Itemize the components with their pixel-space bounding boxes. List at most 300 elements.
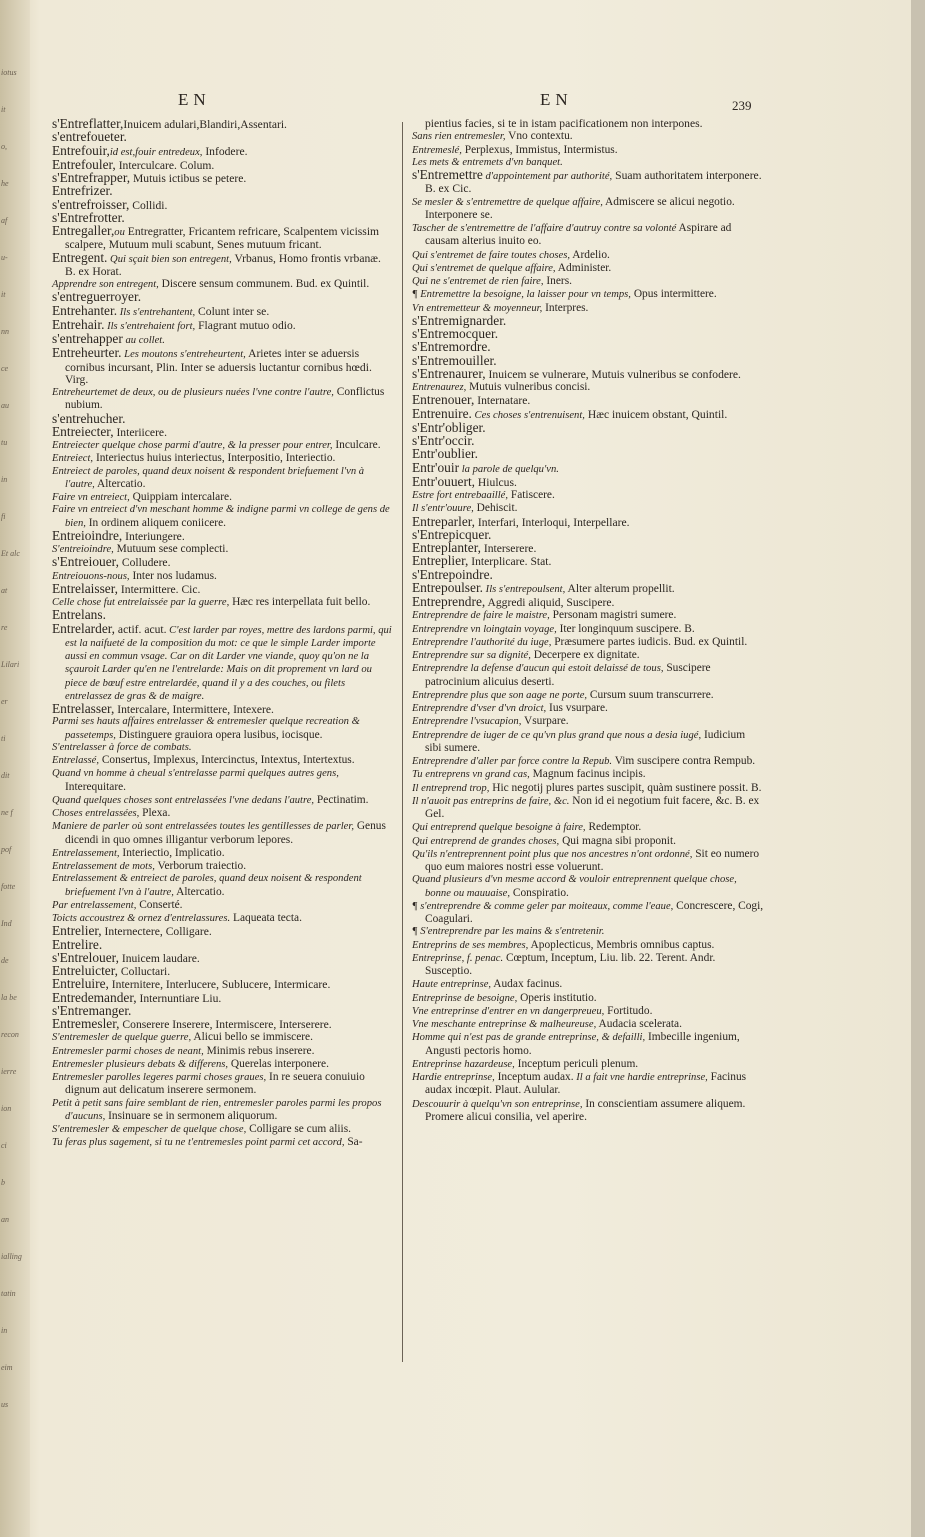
dictionary-entry [412, 473, 764, 489]
french-phrase: Entreprendre de faire le maistre, [412, 610, 550, 622]
french-phrase: Homme qui n'est pas de grande entreprinse, & defailli, [412, 1032, 646, 1044]
dictionary-entry [412, 288, 764, 301]
latin-gloss: In ordinem aliquem coniicere. [85, 516, 227, 529]
latin-gloss: Iudicium sibi sumere. [425, 728, 746, 754]
french-phrase: Ils s'entrepoulsent, [483, 583, 566, 595]
latin-gloss: Admiscere se alicui negotio. Interponere se. [425, 195, 735, 221]
french-phrase: Entrenaurez, [412, 382, 467, 393]
latin-gloss: Operis institutio. [517, 991, 597, 1004]
french-phrase: Entreprins de ses membres, [412, 939, 529, 951]
latin-gloss: Iners. [543, 275, 572, 287]
french-phrase: Entreprendre d'aller par force contre la Repub. [412, 756, 613, 767]
dictionary-entry [412, 1071, 764, 1098]
latin-gloss: Verborum traiectio. [154, 860, 247, 872]
headword: Entr'ouir [412, 459, 460, 475]
headword: Entrelarder, [52, 620, 116, 636]
french-phrase: Il a fait vne hardie entreprinse, [573, 1072, 708, 1083]
dictionary-entry [412, 715, 764, 728]
french-phrase: id est,fouir entredeux, [109, 146, 203, 158]
prev-page-fragment: re [1, 623, 8, 632]
french-phrase: Apprendre son entregent, [52, 279, 159, 290]
french-phrase: Entreprendre la defense d'aucun qui estoit delaissé de tous, [412, 663, 664, 675]
dictionary-entry [52, 1071, 392, 1098]
french-phrase: Petit à petit sans faire semblant de rien, entremesler paroles parmi les propos d'aucuns, [52, 1097, 382, 1122]
headword: Entrelans. [52, 607, 106, 623]
dictionary-entry [52, 580, 392, 596]
dictionary-entry [412, 1018, 764, 1031]
prev-page-fragment: ce [1, 364, 9, 373]
latin-gloss: Dehiscit. [473, 502, 518, 515]
headword: Entreprendre, [412, 594, 486, 609]
latin-gloss: Vsurpare. [521, 715, 569, 728]
headword: s'Entreflatter, [52, 116, 124, 131]
running-header-right: EN [540, 90, 573, 109]
latin-gloss: Querelas interponere. [228, 1057, 329, 1070]
headword: s'Entrepoindre. [412, 566, 493, 582]
headword: Entrenuire. [412, 405, 472, 421]
french-phrase: Quand quelques choses sont entrelassées l'vne dedans l'autre, [52, 794, 315, 806]
dictionary-entry [52, 716, 392, 742]
latin-gloss: Altercatio. [94, 477, 146, 490]
latin-gloss: Iter longinquum suscipere. B. [556, 622, 695, 635]
dictionary-entry [52, 347, 392, 386]
french-phrase: Entreprinse, f. penac. [412, 952, 504, 964]
french-phrase: Qui s'entremet de quelque affaire, [412, 262, 556, 274]
latin-gloss: Magnum facinus incipis. [529, 768, 646, 781]
latin-gloss: Consertus, Implexus, Intercinctus, Intextus, Intertextus. [98, 754, 355, 766]
dictionary-entry [412, 144, 764, 157]
french-phrase: Vne meschante entreprinse & malheureuse, [412, 1019, 597, 1030]
dictionary-entry [52, 807, 392, 820]
dictionary-entry [412, 689, 764, 702]
french-phrase: Qui entreprend de grandes choses, [412, 835, 560, 847]
headword: Entregaller, [52, 223, 115, 238]
prev-page-fragment: Lilari [1, 660, 20, 669]
latin-gloss: Mutuis vulneribus concisi. [466, 381, 591, 393]
latin-gloss: Decerpere ex dignitate. [530, 649, 640, 661]
dictionary-entry [412, 623, 764, 636]
latin-gloss: Aspirare ad causam alterius inuito eo. [425, 222, 732, 248]
french-phrase: Entrelassement de mots, [52, 861, 155, 872]
french-phrase: Ces choses s'entrenuisent, [471, 409, 585, 421]
latin-gloss: Conspiratio. [510, 886, 569, 899]
french-phrase: Faire vn entreiect, [52, 492, 130, 503]
latin-gloss: Vno contextu. [505, 130, 573, 143]
dictionary-entry [52, 620, 392, 704]
latin-gloss: Qui magna sibi proponit. [559, 834, 676, 847]
headword: s'Entrenaurer, [412, 365, 486, 381]
prev-page-fragment: ci [1, 1141, 7, 1150]
dictionary-entry [52, 820, 392, 847]
latin-gloss: Interfari, Interloqui, Interpellare. [475, 515, 630, 529]
prev-page-fragment: an [1, 1215, 9, 1224]
latin-gloss: Audax facinus. [491, 978, 563, 991]
latin-gloss: Suscipere patrocinium alicuius deserti. [425, 662, 711, 688]
french-phrase: Entreprendre vn loingtain voyage, [412, 623, 557, 635]
french-phrase: Entreprendre d'vser d'vn droict, [412, 703, 547, 714]
latin-gloss: Imbecille ingenium, Angusti pectoris homo. [425, 1031, 740, 1057]
latin-gloss: Sit eo numero quo eum maiores nostri esse voluerunt. [425, 847, 760, 873]
dictionary-entry [412, 130, 764, 143]
latin-gloss: Altercatio. [173, 885, 225, 898]
prev-page-fragment: ti [1, 734, 6, 743]
dictionary-entry [412, 636, 764, 649]
french-phrase: ¶ Entremettre la besoigne, la laisser pour vn temps, [412, 289, 631, 301]
latin-gloss: Interserere. [481, 542, 537, 555]
latin-gloss: Cursum suum transcurrere. [587, 688, 714, 701]
headword: Entrefrizer. [52, 183, 113, 199]
dictionary-entry [412, 835, 764, 848]
french-phrase: d'appointement par authorité, [482, 171, 613, 182]
prev-page-fragment: au [1, 401, 9, 410]
latin-gloss: Redemptor. [585, 821, 642, 834]
headword: s'entrefoueter. [52, 129, 127, 145]
dictionary-entry [52, 912, 392, 925]
headword: s'entreguerroyer. [52, 289, 142, 305]
dictionary-entry [52, 925, 392, 938]
french-phrase: Maniere de parler où sont entrelassées toutes les gentillesses de parler, [52, 821, 354, 833]
headword: s'Entr'obliger. [412, 419, 486, 435]
latin-gloss: Ardelio. [570, 248, 610, 261]
latin-gloss: Insinuare se in sermonem aliquorum. [105, 1109, 278, 1122]
latin-gloss: Interplicare. Stat. [468, 555, 552, 569]
french-phrase: Entremesler parmi choses de neant, [52, 1045, 204, 1057]
latin-gloss: Quippiam intercalare. [129, 491, 232, 503]
running-header-left: EN [178, 90, 211, 109]
french-phrase: Ils s'entrehantent, [117, 306, 196, 318]
headword: Entrenouer, [412, 392, 475, 408]
dictionary-entry [52, 1031, 392, 1044]
headword: s'Entremignarder. [412, 312, 507, 328]
dictionary-entry [52, 1018, 392, 1031]
headword: Entrefouir, [52, 142, 110, 158]
latin-gloss: Inuicem adulari,Blandiri,Assentari. [123, 118, 287, 131]
french-phrase: Se mesler & s'entremettre de quelque affaire, [412, 196, 603, 208]
dictionary-entry [412, 118, 764, 130]
latin-gloss: Ius vsurpare. [546, 702, 608, 714]
french-phrase: S'entremesler de quelque guerre, [52, 1032, 192, 1044]
prev-page-fragment: recon [1, 1030, 19, 1039]
french-phrase: Sans rien entremesler, [412, 131, 506, 143]
french-phrase: Vne entreprinse d'entrer en vn dangerpreueu, [412, 1005, 605, 1017]
french-phrase: Entremesler plusieurs debats & differens, [52, 1058, 229, 1070]
latin-gloss: Apoplecticus, Membris omnibus captus. [528, 938, 715, 951]
headword: s'Entrelouer, [52, 949, 119, 965]
latin-gloss: Interiectio, Implicatio. [119, 846, 225, 859]
latin-gloss: Inuicem se vulnerare, Mutuis vulneribus se confodere. [485, 367, 741, 381]
latin-gloss: Interiungere. [122, 529, 185, 543]
latin-gloss: Alicui bello se immiscere. [191, 1031, 313, 1044]
latin-gloss: Inter nos ludamus. [129, 569, 217, 582]
dictionary-entry [52, 873, 392, 899]
headword: Entreioindre, [52, 527, 123, 543]
latin-gloss: Arietes inter se aduersis cornibus incursant, Plin. Inter se aduersis luctantur cornibus hœdi. Virg. [65, 347, 372, 386]
latin-gloss: Minimis rebus inserere. [203, 1044, 315, 1057]
french-phrase: Qu'ils n'entreprennent point plus que nos ancestres n'ont ordonné, [412, 848, 693, 860]
latin-gloss: Laqueata tecta. [230, 912, 302, 924]
dictionary-entry [412, 978, 764, 991]
dictionary-entry [412, 1005, 764, 1018]
prev-page-fragment: ion [1, 1104, 12, 1113]
french-phrase: Entremeslé, [412, 144, 462, 156]
prev-page-fragment: dit [1, 771, 10, 780]
dictionary-entry [412, 782, 764, 795]
dictionary-entry [52, 386, 392, 413]
french-phrase: Entreiect de paroles, quand deux noisent & respondent briefuement l'vn à l'autre, [52, 465, 365, 490]
latin-gloss: Internectere, Colligare. [101, 925, 212, 939]
prev-page-fragment: er [1, 697, 8, 706]
dictionary-entry [412, 489, 764, 502]
french-phrase: Entreheurtemet de deux, ou de plusieurs nuées l'vne contre l'autre, [52, 387, 334, 398]
french-phrase: Par entrelassement, [52, 899, 137, 911]
prev-page-fragment: la be [1, 993, 17, 1002]
page-number: 239 [732, 98, 752, 113]
french-phrase: Parmi ses hauts affaires entrelasser & entremesler quelque recreation & passetemps, [52, 716, 360, 741]
latin-gloss: Hæc res interpellata fuit bello. [229, 596, 371, 608]
prev-page-fragment: ierre [1, 1067, 17, 1076]
french-phrase: Quand vn homme à cheual s'entrelasse parmi quelques autres gens, [52, 768, 339, 780]
dictionary-entry [412, 1031, 764, 1058]
latin-gloss: Intercalare, Intermittere, Intexere. [114, 703, 274, 716]
dictionary-entry [52, 1045, 392, 1058]
headword: s'entrehapper [52, 331, 123, 346]
french-phrase: Entreprendre sur sa dignité, [412, 650, 531, 661]
prev-page-fragment: he [1, 179, 9, 188]
prev-page-fragment: b [1, 1178, 5, 1187]
latin-gloss: Hic negotij plures partes suscipit, quàm sustinere possit. B. [489, 781, 762, 794]
french-phrase: Il entreprend trop, [412, 782, 490, 794]
latin-gloss: Sa- [344, 1136, 363, 1149]
dictionary-entry [52, 452, 392, 465]
latin-gloss: Pectinatim. [314, 793, 369, 806]
latin-gloss: Interiectus huius interiectus, Interpositio, Interiectio. [93, 452, 336, 465]
latin-gloss: actif. acut. [115, 622, 167, 636]
prev-page-fragment: in [1, 475, 8, 484]
headword: s'Entremettre [412, 167, 483, 182]
headword: Entrelaisser, [52, 580, 119, 596]
latin-gloss: Fatiscere. [508, 489, 555, 501]
headword: s'Entremouiller. [412, 352, 497, 368]
french-phrase: Entreprendre de iuger de ce qu'vn plus grand que nous a desia iugé, [412, 729, 702, 741]
dictionary-entry [412, 448, 764, 461]
latin-gloss: Interculcare. Colum. [115, 158, 215, 172]
headword: Entreluire, [52, 976, 109, 992]
french-phrase: Qui ne s'entremet de rien faire, [412, 276, 544, 287]
prev-page-fragment: tu [1, 438, 8, 447]
headword: Entrehanter. [52, 302, 118, 318]
headword: s'entrehucher. [52, 410, 126, 426]
headword: s'Entremordre. [412, 339, 491, 355]
headword: Entregent. [52, 249, 108, 265]
dictionary-entry [412, 952, 764, 979]
dictionary-entry [412, 755, 764, 768]
dictionary-entry [412, 926, 764, 938]
dictionary-entry [412, 275, 764, 288]
dictionary-entry [52, 1058, 392, 1071]
latin-gloss: In conscientiam assumere aliquem. Promere alicui consilia, vel aperire. [425, 1097, 746, 1123]
latin-gloss: Inuicem laudare. [118, 951, 200, 965]
prev-page-fragment: af [1, 216, 8, 225]
latin-gloss: Audacia scelerata. [596, 1018, 682, 1030]
dictionary-entry [52, 742, 392, 754]
prev-page-fragment: tatin [1, 1289, 16, 1298]
headword: Entrelier, [52, 923, 102, 939]
latin-gloss: Flagrant mutuo odio. [195, 318, 296, 332]
dictionary-entry [412, 821, 764, 834]
latin-gloss: Colunt inter se. [195, 304, 270, 318]
latin-gloss: Concrescere, Cogi, Coagulari. [425, 899, 764, 925]
french-phrase: Entreiouons-nous, [52, 570, 130, 582]
dictionary-entry [412, 365, 764, 381]
dictionary-entry [52, 504, 392, 530]
page-edge-shadow [911, 0, 925, 1537]
prev-page-fragment: pof [1, 845, 12, 854]
french-phrase: S'entrelasser à force de combats. [52, 741, 192, 753]
headword: Entrehair. [52, 316, 105, 332]
headword: Entr'oublier. [412, 446, 479, 462]
latin-gloss: Non id ei negotium fuit facere, &c. B. ex Gel. [425, 794, 760, 820]
french-phrase: Ils s'entrehaient fort, [104, 320, 196, 332]
latin-gloss: Facinus audax incœpit. Plaut. Aulular. [425, 1071, 747, 1097]
latin-gloss: Mutuis ictibus se petere. [130, 172, 247, 185]
french-phrase: C'est larder par royes, mettre des lardons parmi, qui est la naifueté de la composition du mot: ce que le simple Larder importe aussi en commun vsage. Car on dit Larder vne viande, quoy qu'on ne la sçauroit Larder qu'en ne l'entrelarde: Mais on dit proprement vn lard ou piece de bœuf estre entrelardée, quand il y a des couches, ou filets entrelassez de gras & de maigre. [65, 624, 392, 702]
left-column [52, 118, 392, 1150]
latin-gloss: Præsumere partes iudicis. Bud. ex Quintil. [551, 635, 748, 648]
dictionary-entry [52, 794, 392, 807]
headword: Entreplanter, [412, 540, 481, 555]
french-phrase: Entremesler parolles legeres parmi choses graues, [52, 1072, 267, 1083]
previous-page-fragments [0, 60, 30, 1460]
headword: s'Entrefrapper, [52, 170, 131, 185]
latin-gloss: Distinguere grauiora opera lusibus, iocisque. [115, 728, 323, 741]
headword: Entremesler, [52, 1016, 120, 1031]
french-phrase: Entreprendre l'vsucapion, [412, 716, 522, 728]
latin-gloss: Intermittere. Cic. [118, 582, 201, 596]
latin-gloss: Cœptum, Inceptum, Liu. lib. 22. Terent. Andr. Susceptio. [425, 951, 716, 977]
dictionary-entry [52, 439, 392, 452]
french-phrase: Quand plusieurs d'vn mesme accord & vouloir entreprennent quelque chose, bonne ou mauuaise, [412, 874, 737, 899]
prev-page-fragment: iotus [1, 68, 17, 77]
latin-gloss: Inculcare. [332, 439, 381, 451]
latin-gloss: Interiicere. [113, 425, 167, 439]
latin-gloss: Conserere Inserere, Intermiscere, Interserere. [119, 1018, 332, 1031]
dictionary-entry [412, 169, 764, 196]
dictionary-entry [412, 900, 764, 927]
dictionary-entry [52, 860, 392, 873]
latin-gloss: Colligare se cum aliis. [246, 1123, 351, 1135]
dictionary-entry [412, 874, 764, 900]
french-phrase: Entreprinse de besoigne, [412, 992, 518, 1004]
dictionary-entry [412, 222, 764, 249]
continued-gloss: pientius facies, si te in istam pacificationem non interpones. [425, 117, 703, 130]
latin-gloss: Fortitudo. [604, 1004, 653, 1017]
dictionary-entry [52, 1136, 392, 1149]
headword: Entrepoulser. [412, 579, 484, 595]
latin-gloss: Suam authoritatem interponere. B. ex Cic. [425, 169, 762, 196]
dictionary-entry [412, 609, 764, 622]
prev-page-fragment: eim [1, 1363, 13, 1372]
dictionary-entry [412, 1058, 764, 1071]
dictionary-entry [52, 225, 392, 252]
french-phrase: Qui s'entremet de faire toutes choses, [412, 249, 571, 261]
prev-page-fragment: fotte [1, 882, 16, 891]
french-phrase: Entreprendre plus que son aage ne porte, [412, 689, 588, 701]
dictionary-entry [412, 848, 764, 875]
headword: s'Entrepicquer. [412, 526, 492, 542]
headword: Entr'ouuert, [412, 473, 476, 489]
french-phrase: S'entremesler & empescher de quelque chose, [52, 1124, 247, 1135]
latin-gloss: Inceptum audax. [494, 1071, 574, 1083]
prev-page-fragment: us [1, 1400, 9, 1409]
dictionary-entry [412, 1098, 764, 1125]
dictionary-entry [412, 196, 764, 223]
dictionary-entry [52, 527, 392, 543]
dictionary-entry [412, 768, 764, 781]
french-phrase: Choses entrelassées, [52, 808, 140, 819]
latin-gloss: Hæc inuicem obstant, Quintil. [584, 407, 728, 421]
french-phrase: Qui entreprend quelque besoigne à faire, [412, 822, 586, 834]
prev-page-fragment: ialling [1, 1252, 22, 1261]
prev-page-fragment: u- [1, 253, 8, 262]
prev-page-fragment: ne f [1, 808, 13, 817]
french-phrase: Tascher de s'entremettre de l'affaire d'autruy contre sa volonté [412, 223, 677, 234]
french-phrase: Les moutons s'entreheurtent, [121, 349, 246, 361]
french-phrase: Celle chose fut entrelaissée par la guerre, [52, 597, 230, 608]
dictionary-entry [52, 491, 392, 504]
latin-gloss: Opus intermittere. [630, 288, 717, 301]
french-phrase: Entrelassement & entreiect de paroles, quand deux noisent & respondent briefuement l'vn à l'autre, [52, 873, 362, 898]
dictionary-entry [412, 795, 764, 822]
prev-page-fragment: it [1, 105, 6, 114]
headword: Entrelasser, [52, 701, 115, 716]
headword: Entreplier, [412, 553, 469, 569]
french-phrase: Faire vn entreiect d'vn meschant homme & indigne parmi vn college de gens de bien, [52, 504, 390, 529]
dictionary-entry [412, 649, 764, 662]
french-phrase: ¶ s'entreprendre & comme geler par moiteaux, comme l'eaue, [412, 900, 674, 912]
dictionary-entry [412, 729, 764, 756]
french-phrase: Haute entreprinse, [412, 979, 492, 991]
prev-page-fragment: nn [1, 327, 9, 336]
dictionary-entry [52, 847, 392, 860]
french-phrase: Toicts accoustrez & ornez d'entrelassures. [52, 913, 231, 924]
headword: s'Entremocquer. [412, 326, 499, 341]
french-phrase: Il s'entr'ouure, [412, 503, 474, 515]
dictionary-entry [412, 939, 764, 952]
prev-page-fragment: at [1, 586, 8, 595]
prev-page-fragment: fi [1, 512, 6, 521]
headword: s'Entr'occir. [412, 433, 475, 448]
latin-gloss: Mutuum sese complecti. [113, 543, 229, 555]
headword: Entrelire. [52, 936, 103, 952]
latin-gloss: Alter alterum propellit. [565, 581, 675, 595]
french-phrase: ou [114, 227, 125, 238]
dictionary-entry [412, 662, 764, 689]
headword: Entreheurter. [52, 345, 122, 361]
latin-gloss: Perplexus, Immistus, Intermistus. [461, 143, 618, 156]
latin-gloss: Aggredi aliquid, Suscipere. [485, 596, 615, 609]
latin-gloss: Infodere. [202, 144, 248, 158]
french-phrase: Entreprendre l'authorité du iuge, [412, 636, 552, 648]
dictionary-entry [52, 767, 392, 794]
prev-page-fragment: it [1, 290, 6, 299]
french-phrase: Entreiecter quelque chose parmi d'autre, & la presser pour entrer, [52, 440, 333, 451]
french-phrase: la parole de quelqu'vn. [459, 463, 559, 475]
headword: s'entrefroisser, [52, 196, 130, 212]
french-phrase: Tu feras plus sagement, si tu ne t'entremesles point parmi cet accord, [52, 1137, 345, 1149]
prev-page-fragment: Et alc [1, 549, 20, 558]
dictionary-entry [52, 466, 392, 492]
column-divider [402, 122, 403, 1362]
